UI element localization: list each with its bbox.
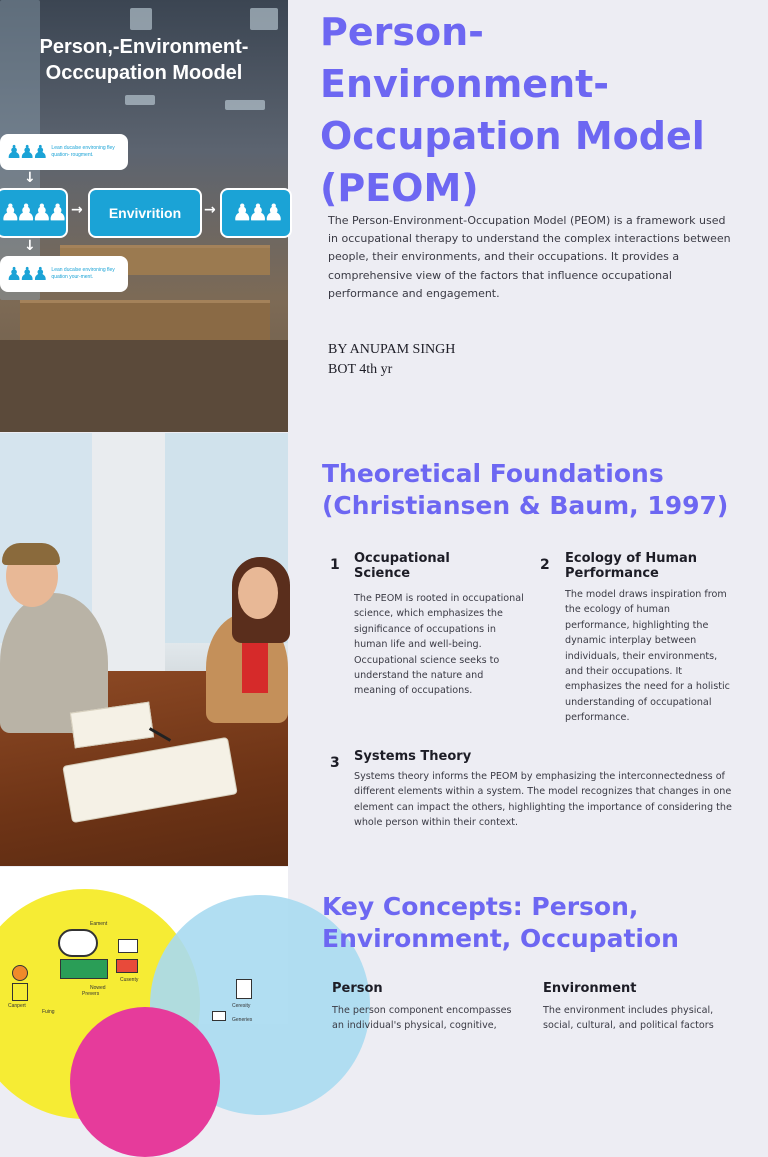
- environment-box: [88, 188, 202, 238]
- item-body: Systems theory informs the PEOM by emphasizing the interconnectedness of different elements within a system. The model recognizes that changes in one element can impact the others, highlighting the importance of considering the whole person within their context.: [354, 771, 732, 829]
- ceiling-light: [125, 95, 155, 105]
- concept-heading: Environment: [543, 981, 637, 996]
- ladder-icon: [12, 983, 28, 1001]
- people-icon: ♟♟♟: [232, 200, 280, 225]
- venn-label: Generies: [232, 1017, 253, 1023]
- person-box: [0, 188, 68, 238]
- venn-circle-pink: [70, 1007, 220, 1157]
- item-number: 1: [330, 557, 340, 573]
- venn-label: Nowed: [90, 985, 106, 991]
- arrow-down-icon: ↓: [24, 170, 36, 186]
- peom-diagram-image: [0, 0, 288, 432]
- person-icon: [12, 965, 28, 981]
- desk: [20, 300, 270, 340]
- theoretical-foundations-section: [0, 433, 768, 866]
- ceiling-light: [250, 8, 278, 30]
- diagram-card-bottom: [0, 256, 128, 292]
- ceiling-light: [130, 8, 152, 30]
- meeting-photo: [0, 433, 288, 866]
- environment-box-label: Envivrition: [108, 205, 182, 221]
- diagram-card-top: [0, 134, 128, 170]
- diagram-title: Person,-Environment- Occcupation Moodel: [39, 36, 249, 84]
- item-number: 2: [540, 557, 550, 573]
- venn-label: Prevers: [82, 991, 100, 997]
- concept-body: The person component encompasses an individual's physical, cognitive,: [332, 1005, 512, 1032]
- author-name: BY ANUPAM SINGH: [328, 342, 456, 357]
- device-icon: [116, 959, 138, 973]
- diagram-card-text: Lean ducalse environing fley quation your-ment.: [51, 267, 115, 280]
- item-body: The model draws inspiration from the ecology of human performance, highlighting the dynamic interplay between individuals, their environments, and their occupations. It emphasizes the need for a holistic understanding of occupational performance.: [565, 589, 730, 724]
- page-title: Person-Environment-Occupation Model (PEOM): [320, 10, 705, 210]
- ceiling-light: [225, 100, 265, 110]
- item-heading: Occupational Science: [354, 551, 450, 581]
- item-heading: Ecology of Human Performance: [565, 551, 698, 581]
- venn-label: Eament: [90, 921, 108, 927]
- item-heading: Systems Theory: [354, 749, 472, 764]
- section-title: Key Concepts: Person, Environment, Occupation: [322, 892, 679, 953]
- arrow-right-icon: →: [204, 202, 216, 218]
- arrow-down-icon: ↓: [24, 238, 36, 254]
- monitor-icon: [118, 939, 138, 953]
- section-title: Theoretical Foundations (Christiansen & Baum, 1997): [322, 459, 729, 520]
- occupation-box: [220, 188, 292, 238]
- floor: [0, 340, 288, 432]
- item-number: 3: [330, 755, 340, 771]
- venn-label: Canpert: [8, 1003, 26, 1009]
- cloud-icon: [58, 929, 98, 957]
- document-icon: [236, 979, 252, 999]
- concept-body: The environment includes physical, social, cultural, and political factors: [543, 1005, 714, 1032]
- venn-label: Cusenty: [120, 977, 139, 983]
- key-concepts-section: [0, 867, 768, 1032]
- diagram-card-text: Lean ducalse environing fley quation- rougment.: [51, 145, 115, 158]
- concept-heading: Person: [332, 981, 383, 996]
- man-hair: [2, 543, 60, 565]
- item-body: The PEOM is rooted in occupational science, which emphasizes the significance of occupations in human life and well-being. Occupational science seeks to understand the nature and meaning of occupations.: [354, 593, 524, 697]
- people-icon: ♟♟♟♟: [0, 200, 64, 225]
- people-icon: ♟♟♟: [6, 263, 46, 285]
- title-section: [0, 0, 768, 432]
- people-icon: ♟♟♟: [6, 141, 46, 163]
- woman-head: [238, 567, 278, 619]
- gear-icon: [212, 1011, 226, 1021]
- course-label: BOT 4th yr: [328, 362, 393, 377]
- venn-diagram-image: [0, 867, 288, 1024]
- intro-paragraph: The Person-Environment-Occupation Model (PEOM) is a framework used in occupational therapy to understand the complex interactions between people, their environments, and their occupations. It provides a comprehensive view of the factors that influence occupational performance and engagement.: [328, 214, 731, 300]
- truck-icon: [60, 959, 108, 979]
- venn-label: Ceresity: [232, 1003, 251, 1009]
- arrow-right-icon: →: [71, 202, 83, 218]
- venn-label: Fuing: [42, 1009, 55, 1015]
- byline: [328, 340, 728, 380]
